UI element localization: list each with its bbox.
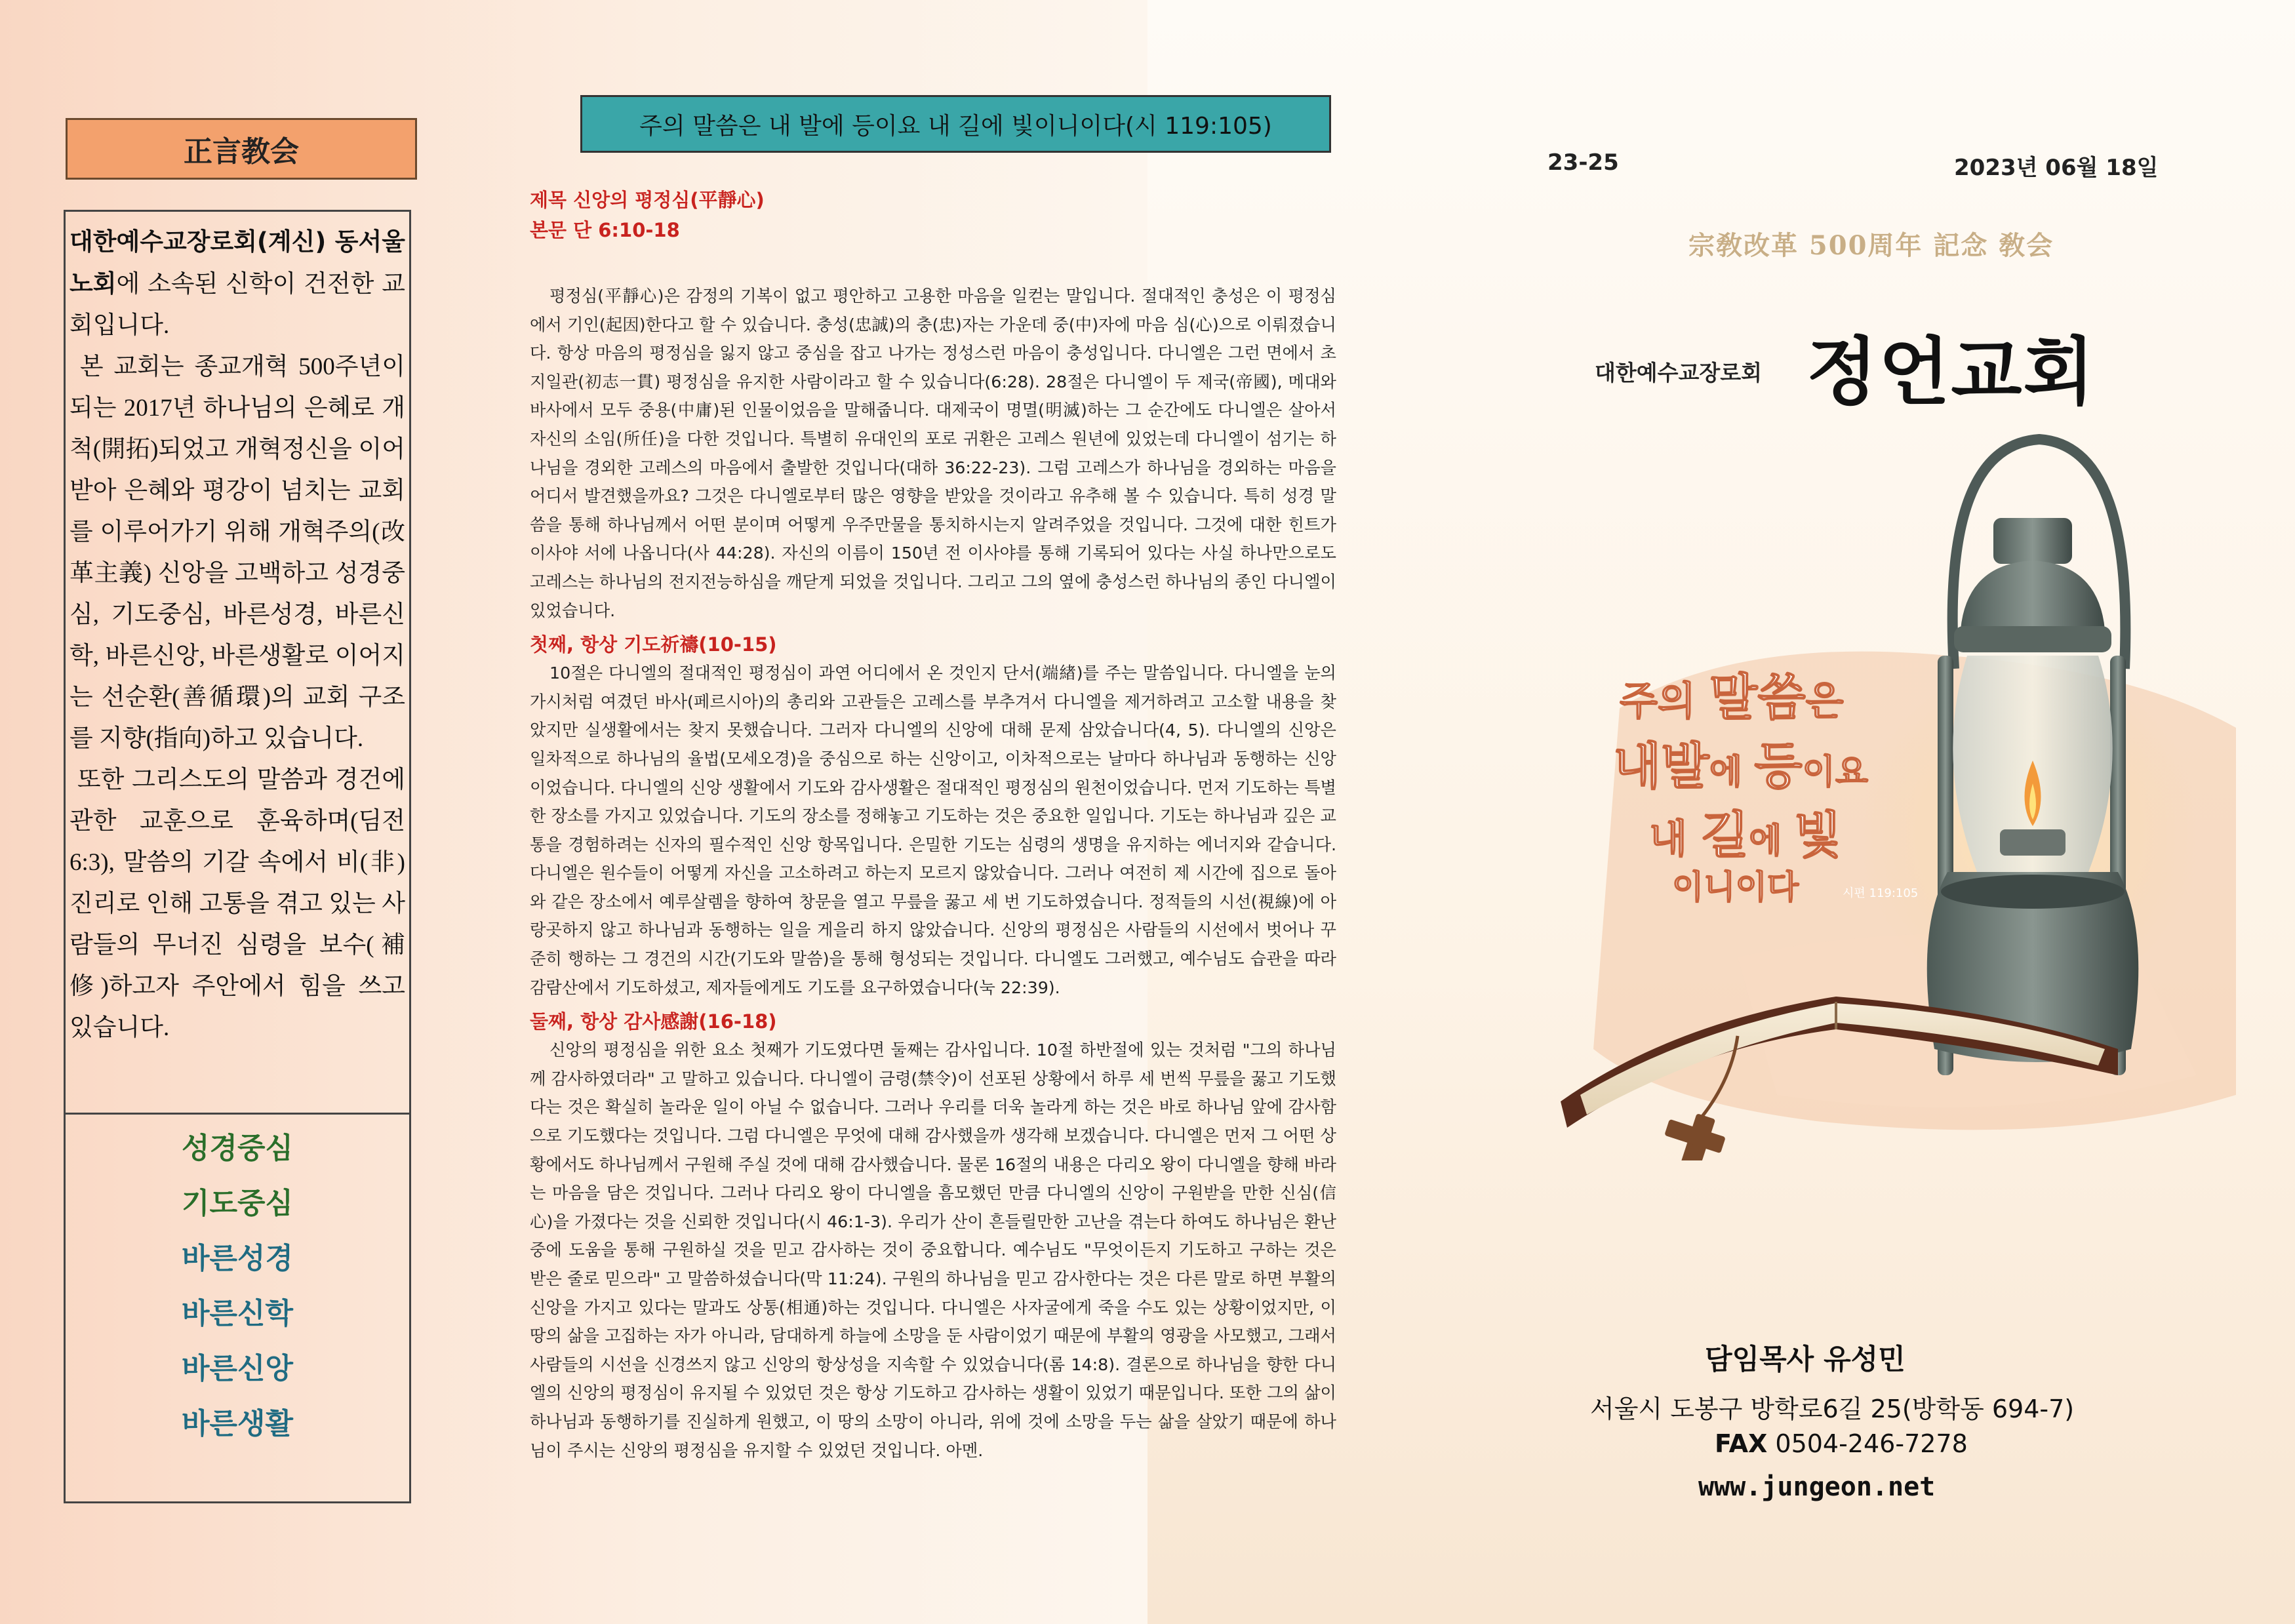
core-box-right-border — [409, 1115, 411, 1503]
verse-banner: 주의 말씀은 내 발에 등이요 내 길에 빛이니이다(시 119:105) — [580, 95, 1331, 153]
art-text-line3: 내 길에 빛 — [1649, 806, 1843, 864]
lantern-top-ring — [1954, 626, 2111, 652]
sermon — [530, 185, 1336, 1465]
intro-affiliation: 대한예수교장로회(계신) 동서울 노회 — [70, 228, 405, 298]
core-box-left-border — [64, 1115, 66, 1503]
sermon-subtitle-1: 첫째, 항상 기도祈禱(10-15) — [530, 633, 777, 656]
website-link[interactable]: www.jungeon.net — [1698, 1472, 1936, 1502]
lantern-base-ring — [1941, 875, 2125, 909]
art-text-reference: 시편 119:105 — [1843, 886, 1919, 900]
anniversary-subtitle: 宗敎改革 500周年 記念 敎会 — [1688, 230, 2054, 261]
church-name: 정언교회 — [1806, 330, 2096, 415]
sermon-paragraph-1: 10절은 다니엘의 절대적인 평정심이 과연 어디에서 온 것인지 단서(端緖)를 주는 말씀입니다. 다니엘을 눈의 가시처럼 여겼던 바사(페르시아)의 총리와 고관들은 고레스를 부추겨서 다니엘을 제거하려고 고소할 내용을 찾았지만 실생활에서는 찾지 못했습니다. 그러자 다니엘의 신앙에 대해 문제 삼았습니다(4, 5). 다니엘의 신앙은 일차적으로 하나님의 율법(모세오경)을 중심으로 하는 신앙이고, 이차적으로는 날마다 하나님과 동행하는 신앙이었습니다. 다니엘의 신앙 생활에서 기도와 감사생활은 절대적인 평정심의 원천이었습니다. 먼저 기도하는 특별한 장소를 가지고 있었습니다. 기도의 장소를 정해놓고 기도하는 것은 중요한 일입니다. 기도는 하나님과 깊은 교통을 경험하려는 신자의 필수적인 신앙 항목입니다. 은밀한 기도는 심령의 생명을 유지하는 에너지와 같습니다. 다니엘은 원수들이 어떻게 자신을 고소하려고 하는지 모르지 않았습니다. 그러나 여전히 제 시간에 집으로 돌아와 같은 장소에서 예루살렘을 향하여 창문을 열고 무릎을 꿇고 세 번 기도하였습니다. 정적들의 시선(視線)에 아랑곳하지 않고 하나님과 동행하는 일을 게을리 하지 않았습니다. 신앙의 평정심은 사람들의 시선에서 벗어나 꾸준히 행하는 그 경건의 시간(기도와 말씀)을 통해 형성되는 것입니다. 다니엘도 그러했고, 예수님도 습관을 따라 감람산에서 기도하셨고, 제자들에게도 기도를 요구하였습니다(눅 22:39). — [530, 663, 1336, 997]
core-value: 바른신학 — [181, 1297, 293, 1330]
sermon-paragraph-2: 신앙의 평정심을 위한 요소 첫째가 기도였다면 둘째는 감사입니다. 10절 하반절에 있는 것처럼 "그의 하나님께 감사하였더라" 고 말하고 있습니다. 다니엘이 금령(禁令)이 선포된 상황에서 하루 세 번씩 무릎을 꿇고 기도했다는 것은 확실히 놀라운 일이 아닐 수 없습니다. 그러나 우리를 더욱 놀라게 하는 것은 바로 하나님 앞에 감사함으로 기도했다는 것입니다. 그럼 다니엘은 무엇에 대해 감사했을까 생각해 보겠습니다. 다니엘은 먼저 그 어떤 상황에서도 하나님께서 구원해 주실 것에 대해 감사했습니다. 물론 16절의 내용은 다리오 왕이 다니엘을 향해 바라는 마음을 담은 것입니다. 그러나 다리오 왕이 다니엘을 흠모했던 만큼 다니엘의 신앙이 구원받을 만한 신심(信心)을 가졌다는 것을 신뢰한 것입니다(시 46:1-3). 우리가 산이 흔들릴만한 고난을 겪는다 하여도 하나님은 환난 중에 도움을 통해 구원하실 것을 믿고 감사하는 것이 중요합니다. 예수님도 "무엇이든지 기도하고 구하는 것은 받은 줄로 믿으라" 고 말씀하셨습니다(막 11:24). 구원의 하나님을 믿고 감사한다는 것은 다른 말로 하면 부활의 신앙을 가지고 있다는 말과도 상통(相通)하는 것입니다. 다니엘은 사자굴에게 죽을 수도 있는 상황이었지만, 이 땅의 삶을 고집하는 자가 아니라, 담대하게 하늘에 소망을 둔 사람이었기 때문에 부활의 영광을 사모했고, 그래서 사람들의 시선을 신경쓰지 않고 신앙의 항상성을 지속할 수 있었습니다(롬 14:8). 결론으로 하나님을 향한 다니엘의 신앙의 평정심이 유지될 수 있었던 것은 항상 기도하고 감사하는 생활이 있었기 때문입니다. 또한 그의 삶이 하나님과 동행하기를 진실하게 원했고, 이 땅의 소망이 아니라, 위에 것에 소망을 두는 삶을 살았기 때문에 하나님이 주시는 신앙의 평정심을 유지할 수 있었던 것입니다. 아멘. — [530, 1040, 1336, 1460]
intro-p1-rest: 에 소속된 신학이 건전한 교회입니다. — [70, 271, 405, 339]
sermon-intro: 평정심(平靜心)은 감정의 기복이 없고 평안하고 고용한 마음을 일컫는 말입니다. 절대적인 충성은 이 평정심에서 기인(起因)한다고 할 수 있습니다. 충성(忠誠)의 충(忠)자는 가운데 중(中)자에 마음 심(心)으로 이뤄졌습니다. 항상 마음의 평정심을 잃지 않고 중심을 잡고 나가는 정성스런 마음이 충성입니다. 다니엘은 그런 면에서 초지일관(初志一貫) 평정심을 유지한 사람이라고 할 수 있습니다(6:28). 28절은 다니엘이 두 제국(帝國), 메대와 바사에서 모두 중용(中庸)된 인물이었음을 말해줍니다. 대제국이 명멸(明滅)하는 그 순간에도 다니엘은 살아서 자신의 소임(所任)을 다한 것입니다. 특별히 유대인의 포로 귀환은 고레스 원년에 있었는데 다니엘이 섬기는 하나님을 경외한 고레스의 마음에서 출발한 것입니다(대하 36:22-23). 그럼 고레스가 하나님을 경외하는 마음을 어디서 발견했을까요? 그것은 다니엘로부터 많은 영향을 받았을 것이라고 유추해 볼 수 있습니다. 특히 성경 말씀을 통해 하나님께서 어떤 분이며 어떻게 우주만물을 통치하시는지 알려주었을 것입니다. 그것에 대한 힌트가 이사야 서에 나옵니다(사 44:28). 자신의 이름이 150년 전 이사야를 통해 기록되어 있다는 사실 하나만으로도 고레스는 하나님의 전지전능하심을 깨닫게 되었을 것입니다. 그리고 그의 옆에 충성스런 하나님의 종인 다니엘이 있었습니다. — [530, 287, 1336, 620]
lantern-top-cap — [1961, 561, 2105, 629]
sermon-text-reference: 본문 단 6:10-18 — [530, 219, 680, 241]
fax-label: FAX — [1715, 1429, 1768, 1458]
sermon-subtitle-2: 둘째, 항상 감사感謝(16-18) — [530, 1010, 777, 1033]
sermon-title: 제목 신앙의 평정심(平靜心) — [530, 189, 765, 211]
issue-number: 23-25 — [1547, 149, 1619, 176]
lantern-bible-illustration — [1541, 420, 2249, 1160]
art-text-line1: 주의 말씀은 — [1620, 668, 1844, 726]
core-value: 기도중심 — [181, 1187, 293, 1220]
pastor-name: 담임목사 유성민 — [1705, 1343, 1906, 1376]
core-value: 성경중심 — [181, 1132, 293, 1165]
core-value: 바른성경 — [181, 1242, 293, 1275]
church-label: 正言教会 — [66, 118, 417, 180]
fax-value: 0504-246-7278 — [1775, 1429, 1968, 1458]
intro-paragraph-1 — [70, 221, 405, 346]
intro-paragraph-3 — [70, 759, 405, 1048]
core-value: 바른생활 — [181, 1407, 293, 1440]
intro-box — [64, 210, 411, 1115]
issue-date: 2023년 06월 18일 — [1954, 155, 2159, 181]
core-values-list — [64, 1121, 411, 1452]
left-bottom-divider — [64, 1501, 411, 1503]
intro-p3-text: 또한 그리스도의 말씀과 경건에 관한 교훈으로 훈육하며(딤전 6:3), 말씀의 기갈 속에서 비(非) 진리로 인해 고통을 겪고 있는 사람들의 무너진 심령을 보수(補修)하고자 주안에서 힘을 쓰고 있습니다. — [70, 766, 405, 1041]
fax-number — [1715, 1429, 1968, 1458]
art-text-line2: 내발에 등이요 — [1613, 737, 1869, 795]
lantern-chimney — [1993, 518, 2072, 564]
intro-paragraph-2 — [70, 346, 405, 759]
intro-p2-text: 본 교회는 종교개혁 500주년이 되는 2017년 하나님의 은혜로 개척(開拓)되었고 개혁정신을 이어받아 은혜와 평강이 넘치는 교회를 이루어가기 위해 개혁주의(改革主義) 신앙을 고백하고 성경중심, 기도중심, 바른성경, 바른신학, 바른신앙, 바른생활로 이어지는 선순환(善循環)의 교회 구조를 지향(指向)하고 있습니다. — [70, 353, 406, 752]
art-text-line4: 이니이다 — [1672, 868, 1799, 906]
church-address: 서울시 도봉구 방학로6길 25(방학동 694-7) — [1590, 1395, 2075, 1423]
lantern-burner — [2000, 829, 2066, 856]
denomination: 대한예수교장로회 — [1595, 360, 1763, 386]
core-value: 바른신앙 — [181, 1352, 293, 1385]
